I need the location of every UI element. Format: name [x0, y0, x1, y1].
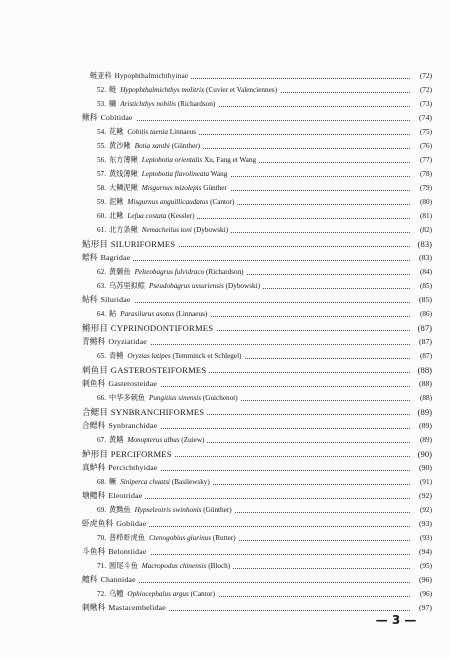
toc-entry-species [0, 83, 450, 97]
entry-title [90, 139, 203, 153]
authority: (Guichenot) [202, 394, 238, 402]
page-ref: (82) [418, 223, 432, 237]
authority: (Günther) [203, 506, 232, 514]
toc-entry-species [0, 531, 450, 545]
chinese-name: 泥鳅 [109, 198, 124, 206]
scientific-name: Hypseleotris swinhonis [134, 506, 202, 514]
species-number: 71. [97, 562, 106, 570]
chinese-taxon: 鲈形目 [82, 449, 108, 459]
toc-entry-family [0, 517, 450, 531]
chinese-taxon: 合鳃科 [82, 421, 106, 430]
toc-entry-species [0, 391, 450, 405]
authority: (Linnaeus) [176, 310, 208, 318]
page-ref: (85) [417, 293, 432, 307]
scientific-name: Siniperca chuatsi [120, 478, 171, 486]
chinese-name: 中华多刺鱼 [109, 394, 145, 402]
latin-taxon: GASTEROSTEIFORMES [110, 365, 207, 375]
entry-title [90, 559, 233, 573]
chinese-name: 北鳅 [109, 212, 124, 220]
toc-entry-order [0, 405, 450, 419]
entry-title [90, 279, 263, 293]
page-ref: (86) [418, 307, 432, 321]
scientific-name: Botia xanthi [134, 142, 170, 150]
entry-title [90, 181, 230, 195]
species-number: 57. [97, 170, 106, 178]
authority: (Cuvier et Valenciennes) [206, 86, 277, 94]
toc-entry-family [0, 335, 450, 349]
scientific-name: Parasilurus asotus [120, 310, 175, 318]
species-number: 60. [97, 212, 106, 220]
entry-title [82, 363, 209, 377]
species-number: 68. [97, 478, 106, 486]
entry-title [90, 209, 197, 223]
scientific-name: Ctenogobius giurinus [148, 534, 212, 542]
chinese-taxon: 鲇形目 [82, 239, 108, 249]
chinese-taxon: 刺鱼科 [82, 379, 106, 388]
chinese-name: 青鳉 [109, 352, 124, 360]
toc-entry-species [0, 195, 450, 209]
species-number: 64. [97, 310, 106, 318]
page-ref: (88) [418, 391, 432, 405]
entry-title [90, 503, 235, 517]
page-ref: (87) [418, 349, 432, 363]
authority: (Temminck et Schlegel) [172, 352, 242, 360]
entry-title [90, 97, 218, 111]
toc-entry-family [0, 489, 450, 503]
page-ref: (95) [418, 559, 432, 573]
entry-title [90, 433, 207, 447]
chinese-name: 黄线薄鳅 [109, 170, 138, 178]
species-number: 63. [97, 282, 106, 290]
toc-entry-species [0, 559, 450, 573]
chinese-name: 乌鳢 [109, 590, 124, 598]
chinese-taxon: 刺鱼目 [82, 365, 108, 375]
toc-entry-species [0, 139, 450, 153]
scientific-name: Misgurnus mizolepis [141, 184, 202, 192]
latin-taxon: Mastacembelidae [108, 603, 166, 612]
chinese-taxon: 鲿科 [82, 253, 98, 262]
toc-entry-order [0, 447, 450, 461]
scientific-name: Leptobotia orientalis [141, 156, 203, 164]
latin-taxon: Hypophthalmichthyinae [114, 72, 189, 80]
toc-entry-species [0, 587, 450, 601]
page-ref: (83) [417, 251, 432, 265]
entry-title [90, 195, 237, 209]
species-number: 66. [97, 394, 106, 402]
page-ref: (85) [418, 279, 432, 293]
page-ref: (75) [418, 125, 432, 139]
toc-entry-species [0, 265, 450, 279]
page-ref: (89) [418, 433, 432, 447]
page-ref: (88) [417, 377, 432, 391]
species-number: 67. [97, 436, 106, 444]
toc-entry-species [0, 181, 450, 195]
entry-title [82, 517, 149, 531]
species-number: 58. [97, 184, 106, 192]
entry-title [82, 293, 134, 307]
toc-entry-family [0, 419, 450, 433]
toc-entry-order [0, 321, 450, 335]
chinese-taxon: 虾虎鱼科 [82, 519, 114, 528]
page-ref: (92) [418, 503, 432, 517]
toc-entry-family [0, 377, 450, 391]
chinese-name: 黄鳝 [109, 436, 124, 444]
page-ref: (80) [418, 195, 432, 209]
authority: Günther [203, 184, 227, 192]
chinese-name: 普栉虾虎鱼 [109, 534, 145, 542]
entry-title [90, 167, 230, 181]
chinese-taxon: 真鲈科 [82, 463, 106, 472]
species-number: 54. [97, 128, 106, 136]
latin-taxon: Percichthyidae [108, 463, 158, 472]
scientific-name: Leptobotia flavolineata [141, 170, 210, 178]
chinese-name: 北方条鳅 [109, 226, 138, 234]
chinese-taxon: 鲢亚科 [90, 72, 112, 80]
page-ref: (89) [417, 419, 432, 433]
toc-entry-family [0, 251, 450, 265]
page-ref: (91) [418, 475, 432, 489]
scientific-name: Pseudobagrus ussuriensis [148, 282, 224, 290]
page-ref: (87) [417, 323, 432, 333]
page-number: — 3 — [375, 613, 417, 627]
authority: Xu, Fang et Wang [204, 156, 257, 164]
toc-entry-family [0, 461, 450, 475]
page-ref: (92) [417, 489, 432, 503]
toc-entry-order [0, 363, 450, 377]
latin-taxon: Synbranchidae [108, 421, 158, 430]
scientific-name: Hypophthalmichthys molitrix [120, 86, 205, 94]
species-number: 69. [97, 506, 106, 514]
authority: (Zuiew) [181, 436, 205, 444]
entry-title [90, 349, 244, 363]
latin-taxon: Channidae [100, 575, 136, 584]
entry-title [90, 125, 199, 139]
toc-entry-species [0, 153, 450, 167]
page-ref: (88) [417, 365, 432, 375]
authority: (Richardson) [206, 268, 244, 276]
chinese-taxon: 合鳃目 [82, 407, 108, 417]
species-number: 53. [97, 100, 106, 108]
chinese-taxon: 鳅科 [82, 113, 98, 122]
page-ref: (94) [417, 545, 432, 559]
page-ref: (83) [417, 239, 432, 249]
entry-title [90, 153, 259, 167]
entry-title [82, 573, 139, 587]
toc-entry-species [0, 349, 450, 363]
entry-title [82, 419, 160, 433]
scientific-name: Nemacheilus toni [141, 226, 192, 234]
chinese-name: 乌苏里拟鲿 [109, 282, 145, 290]
toc-entry-species [0, 307, 450, 321]
latin-taxon: SYNBRANCHIFORMES [110, 407, 205, 417]
entry-title [90, 83, 280, 97]
chinese-name: 圆尾斗鱼 [109, 562, 138, 570]
scientific-name: Pungitius sinensis [148, 394, 202, 402]
scientific-name: Monopterus albus [127, 436, 180, 444]
species-number: 55. [97, 142, 106, 150]
entry-title [82, 601, 169, 615]
latin-taxon: Bagridae [100, 253, 131, 262]
toc-entry-order [0, 237, 450, 251]
latin-taxon: Gasterosteidae [108, 379, 158, 388]
entry-title [82, 237, 178, 251]
chinese-taxon: 青鳉科 [82, 337, 106, 346]
chinese-taxon: 鳉形目 [82, 323, 108, 333]
chinese-name: 鳜 [109, 478, 117, 486]
chinese-name: 大鳞泥鳅 [109, 184, 138, 192]
latin-taxon: Oryziatidae [108, 337, 147, 346]
species-number: 72. [97, 590, 106, 598]
chinese-name: 花鳅 [109, 128, 124, 136]
authority: (Bloch) [208, 562, 231, 570]
chinese-name: 东方薄鳅 [109, 156, 138, 164]
page-ref: (93) [418, 531, 432, 545]
page-ref: (74) [417, 111, 432, 125]
page-ref: (78) [418, 167, 432, 181]
entry-title [90, 307, 210, 321]
entry-title [90, 265, 247, 279]
toc-entry-species [0, 167, 450, 181]
toc-entry-species [0, 223, 450, 237]
entry-title [90, 391, 241, 405]
latin-taxon: CYPRINODONTIFORMES [110, 323, 214, 333]
entry-title [82, 321, 216, 335]
toc-entry-species [0, 475, 450, 489]
latin-taxon: SILURIFORMES [110, 239, 176, 249]
chinese-name: 鳙 [109, 100, 117, 108]
authority: (Dybowski) [225, 282, 260, 290]
entry-title [82, 111, 136, 125]
species-number: 61. [97, 226, 106, 234]
toc-entry-species [0, 433, 450, 447]
scientific-name: Pelteobagrus fulvidraco [134, 268, 205, 276]
toc-entry-species [0, 209, 450, 223]
entry-title [90, 69, 191, 83]
scientific-name: Cobitis taenia [127, 128, 168, 136]
latin-taxon: Belontiidae [108, 547, 147, 556]
scientific-name: Misgurnus anguillicaudatus [127, 198, 209, 206]
species-number: 62. [97, 268, 106, 276]
authority: (Dybowski) [193, 226, 229, 234]
entry-title [82, 405, 207, 419]
page-ref: (97) [417, 601, 432, 615]
toc-entry-species [0, 279, 450, 293]
authority: (Richardson) [177, 100, 216, 108]
scientific-name: Oryzias latipes [127, 352, 171, 360]
authority: Linnaeus [169, 128, 197, 136]
chinese-taxon: 塘鳢科 [82, 491, 106, 500]
page-ref: (89) [417, 407, 432, 417]
species-number: 59. [97, 198, 106, 206]
entry-title [90, 223, 231, 237]
toc-entry-family [0, 293, 450, 307]
toc-entry-family [0, 545, 450, 559]
entry-title [90, 531, 239, 545]
chinese-name: 黄沙鳅 [109, 142, 131, 150]
latin-taxon: Gobiidae [116, 519, 147, 528]
entry-title [82, 251, 133, 265]
authority: (Cantor) [190, 590, 215, 598]
toc-entry-family [0, 111, 450, 125]
scientific-name: Ophiocephalus argus [127, 590, 189, 598]
page-ref: (87) [417, 335, 432, 349]
chinese-taxon: 鲇科 [82, 295, 98, 304]
scientific-name: Lefua costata [127, 212, 167, 220]
entry-title [82, 489, 145, 503]
species-number: 70. [97, 534, 106, 542]
page-ref: (96) [418, 587, 432, 601]
toc-entry-subfamily [0, 69, 450, 83]
page-ref: (90) [417, 449, 432, 459]
entry-title [90, 475, 213, 489]
entry-title [90, 587, 218, 601]
page-ref: (76) [418, 139, 432, 153]
authority: (Kessler) [168, 212, 195, 220]
latin-taxon: Cobitidae [100, 113, 133, 122]
authority: (Rutter) [212, 534, 236, 542]
toc-entry-species [0, 97, 450, 111]
authority: (Günther) [171, 142, 201, 150]
latin-taxon: Siluridae [100, 295, 131, 304]
entry-title [82, 447, 175, 461]
species-number: 56. [97, 156, 106, 164]
latin-taxon: Eleotridae [108, 491, 143, 500]
chinese-taxon: 斗鱼科 [82, 547, 106, 556]
entry-title [82, 335, 150, 349]
authority: Wang [210, 170, 228, 178]
chinese-name: 鲢 [109, 86, 117, 94]
scientific-name: Macropodus chinensis [141, 562, 207, 570]
latin-taxon: PERCIFORMES [110, 449, 172, 459]
authority: (Cantor) [210, 198, 235, 206]
page-ref: (81) [418, 209, 432, 223]
authority: (Basilewsky) [171, 478, 210, 486]
scientific-name: Aristichthys nobilis [120, 100, 176, 108]
chinese-taxon: 鳢科 [82, 575, 98, 584]
page-ref: (77) [418, 153, 432, 167]
entry-title [82, 545, 150, 559]
toc-entry-species [0, 125, 450, 139]
page-ref: (90) [417, 461, 432, 475]
chinese-name: 黄黝鱼 [109, 506, 131, 514]
page-ref: (93) [417, 517, 432, 531]
page-ref: (72) [418, 69, 432, 83]
chinese-taxon: 刺鳅科 [82, 603, 106, 612]
species-number: 65. [97, 352, 106, 360]
toc-entry-family [0, 573, 450, 587]
species-number: 52. [97, 86, 106, 94]
entry-title [82, 461, 161, 475]
page-ref: (96) [417, 573, 432, 587]
page-ref: (84) [418, 265, 432, 279]
page-ref: (72) [418, 83, 432, 97]
entry-title [82, 377, 160, 391]
chinese-name: 黄颡鱼 [109, 268, 131, 276]
chinese-name: 鲇 [109, 310, 117, 318]
page-ref: (73) [418, 97, 432, 111]
toc-entry-species [0, 503, 450, 517]
page-ref: (79) [418, 181, 432, 195]
